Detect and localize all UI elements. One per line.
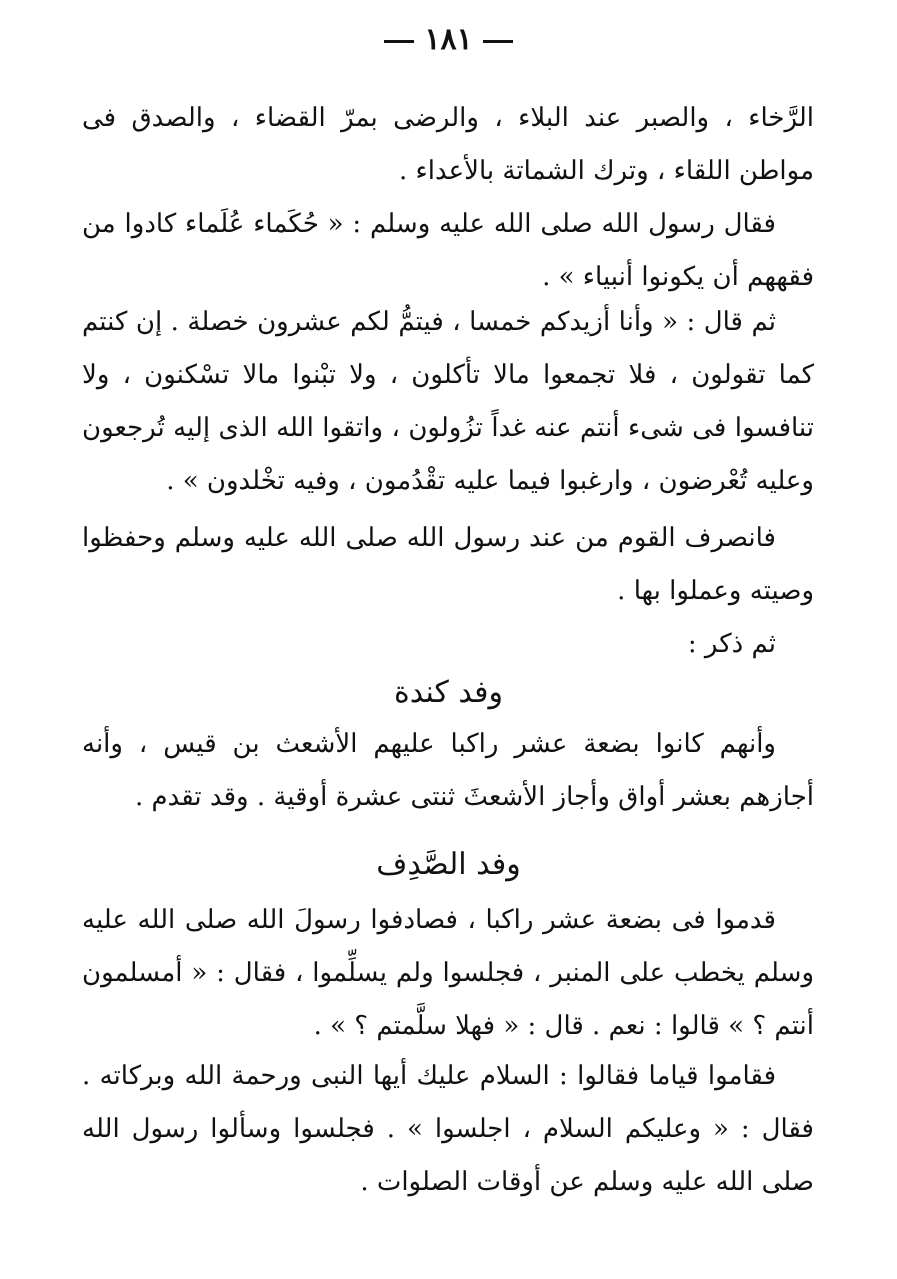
section-heading-sadif: وفد الصَّدِف xyxy=(376,847,521,882)
page-number-dash-left xyxy=(384,40,414,43)
paragraph-4 xyxy=(82,512,814,618)
paragraph-2 xyxy=(82,198,814,304)
page-number xyxy=(0,22,897,58)
paragraph-1: الرَّخاء ، والصبر عند البلاء ، والرضى بمرّ القضاء ، والصدق فى مواطن اللقاء ، وترك الشماتة بالأعداء . xyxy=(82,103,814,186)
paragraph-2-text: فقال رسول الله صلى الله عليه وسلم : « حُكَماء عُلَماء كادوا من فقههم أن يكونوا أنبياء » . xyxy=(82,209,814,292)
paragraph-3-text: ثم قال : « وأنا أزيدكم خمسا ، فيتمُّ لكم عشرون خصلة . إن كنتم كما تقولون ، فلا تجمعوا مالا تأكلون ، ولا تبْنوا مالا تسْكنون ، ولا تنافسوا فى شىء أنتم عنه غداً تزُولون ، واتقوا الله الذى إليه تُرجعون وعليه تُعْرضون ، وارغبوا فيما عليه تقْدُمون ، وفيه تخْلدون » . xyxy=(82,307,814,496)
page-number-dash-right xyxy=(483,40,513,43)
paragraph-sadif-2 xyxy=(82,1050,814,1209)
section-heading-kinda: وفد كندة xyxy=(394,675,503,710)
paragraph-3 xyxy=(82,296,814,508)
paragraph-5-text: ثم ذكر : xyxy=(687,629,776,659)
paragraph-kinda-text: وأنهم كانوا بضعة عشر راكبا عليهم الأشعث بن قيس ، وأنه أجازهم بعشر أواق وأجاز الأشعثَ ثنتى عشرة أوقية . وقد تقدم . xyxy=(82,729,814,812)
paragraph-4-text: فانصرف القوم من عند رسول الله صلى الله عليه وسلم وحفظوا وصيته وعملوا بها . xyxy=(82,523,814,606)
page-number-text: ١٨١ xyxy=(424,22,473,57)
paragraph-sadif-2-text: فقاموا قياما فقالوا : السلام عليك أيها النبى ورحمة الله وبركاته . فقال : « وعليكم السلام ، اجلسوا » . فجلسوا وسألوا رسول الله صلى الله عليه وسلم عن أوقات الصلوات . xyxy=(82,1061,814,1197)
paragraph-kinda xyxy=(82,718,814,824)
paragraph-5 xyxy=(82,618,814,671)
paragraph-sadif-1 xyxy=(82,894,814,1053)
paragraph-sadif-1-text: قدموا فى بضعة عشر راكبا ، فصادفوا رسولَ الله صلى الله عليه وسلم يخطب على المنبر ، فجلسوا ولم يسلِّموا ، فقال : « أمسلمون أنتم ؟ » قالوا : نعم . قال : « فهلا سلَّمتم ؟ » . xyxy=(82,905,814,1041)
